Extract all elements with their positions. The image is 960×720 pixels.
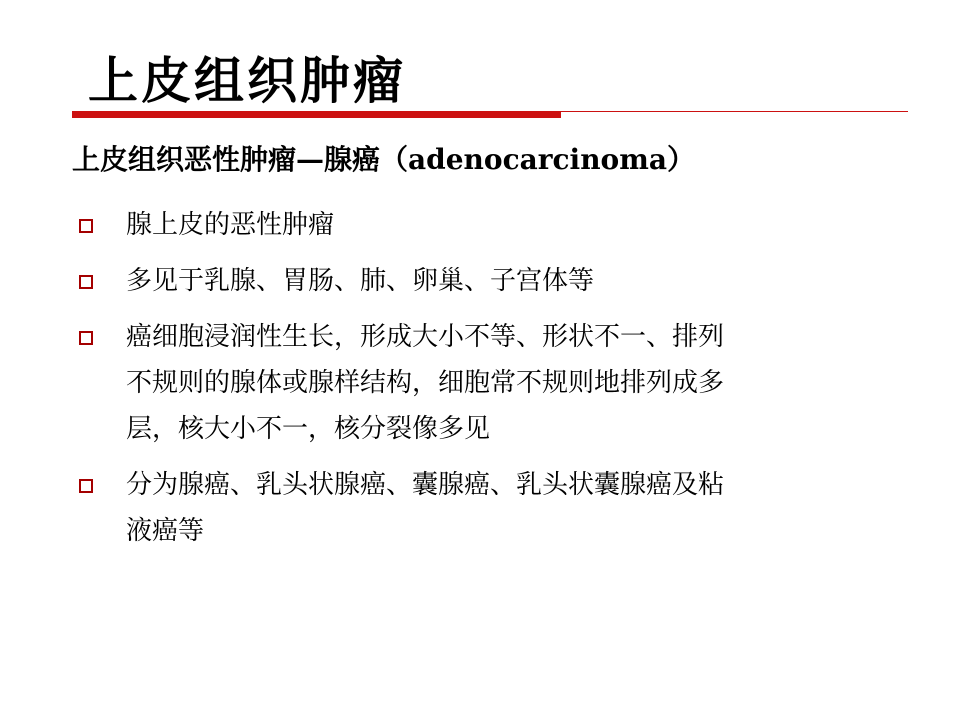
title-underline-thin	[561, 111, 908, 112]
bullet-text-line: 多见于乳腺、胃肠、肺、卵巢、子宫体等	[126, 266, 595, 296]
bullet-item	[72, 258, 872, 304]
slide-title: 上皮组织肿瘤	[88, 51, 406, 110]
hollow-square-icon	[79, 219, 93, 233]
bullet-text-line: 癌细胞浸润性生长，形成大小不等、形状不一、排列	[126, 322, 725, 352]
hollow-square-icon	[79, 331, 93, 345]
slide-subtitle: 上皮组织恶性肿瘤—腺癌（adenocarcinoma）	[72, 143, 696, 176]
bullet-text-line: 液癌等	[126, 516, 205, 546]
bullet-text-line: 不规则的腺体或腺样结构，细胞常不规则地排列成多	[126, 368, 725, 398]
title-underline-accent	[72, 111, 561, 118]
bullet-item	[72, 314, 872, 452]
bullet-text-line: 层，核大小不一，核分裂像多见	[126, 414, 491, 444]
bullet-text-line: 腺上皮的恶性肿瘤	[126, 210, 335, 240]
hollow-square-icon	[79, 275, 93, 289]
hollow-square-icon	[79, 479, 93, 493]
bullet-item	[72, 462, 872, 554]
bullet-list	[72, 202, 872, 564]
bullet-text-line: 分为腺癌、乳头状腺癌、囊腺癌、乳头状囊腺癌及粘	[126, 470, 725, 500]
bullet-item	[72, 202, 872, 248]
